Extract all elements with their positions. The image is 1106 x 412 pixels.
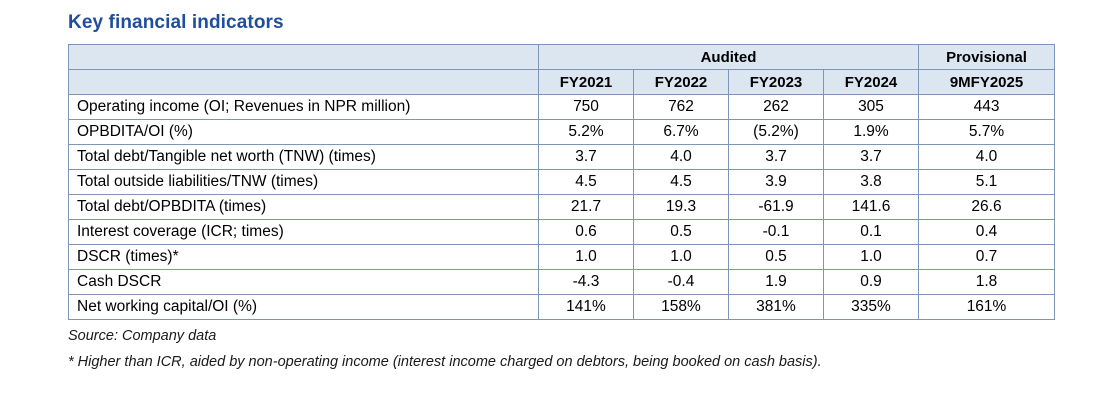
- group-header-audited: Audited: [539, 45, 919, 70]
- cell-value: 19.3: [634, 195, 729, 220]
- source-note: Source: Company data: [68, 328, 217, 344]
- cell-value: 5.2%: [539, 120, 634, 145]
- table-row: [69, 220, 1055, 245]
- cell-value: 3.9: [729, 170, 824, 195]
- cell-value: 0.5: [634, 220, 729, 245]
- cell-value: 1.8: [919, 270, 1055, 295]
- cell-value: 6.7%: [634, 120, 729, 145]
- cell-value: 0.7: [919, 245, 1055, 270]
- cell-value: 3.7: [729, 145, 824, 170]
- cell-value: -61.9: [729, 195, 824, 220]
- row-label: DSCR (times)*: [69, 245, 539, 270]
- table-row: [69, 145, 1055, 170]
- cell-value: 4.0: [919, 145, 1055, 170]
- column-header-fy2024: FY2024: [824, 70, 919, 95]
- cell-value: 3.8: [824, 170, 919, 195]
- table-corner-cell-2: [69, 70, 539, 95]
- cell-value: 3.7: [824, 145, 919, 170]
- cell-value: 141%: [539, 295, 634, 320]
- table-row: [69, 170, 1055, 195]
- cell-value: 443: [919, 95, 1055, 120]
- cell-value: 4.0: [634, 145, 729, 170]
- cell-value: -0.1: [729, 220, 824, 245]
- table-column-header-row: [69, 70, 1055, 95]
- table-row: [69, 270, 1055, 295]
- column-header-fy2021: FY2021: [539, 70, 634, 95]
- row-label: Net working capital/OI (%): [69, 295, 539, 320]
- cell-value: 26.6: [919, 195, 1055, 220]
- table-body: [69, 95, 1055, 320]
- cell-value: 4.5: [539, 170, 634, 195]
- cell-value: 0.9: [824, 270, 919, 295]
- cell-value: 1.0: [539, 245, 634, 270]
- footnote: * Higher than ICR, aided by non-operating income (interest income charged on debtors, being booked on cash basis).: [68, 354, 822, 370]
- cell-value: -0.4: [634, 270, 729, 295]
- cell-value: 381%: [729, 295, 824, 320]
- table-group-header-row: [69, 45, 1055, 70]
- column-header-fy2023: FY2023: [729, 70, 824, 95]
- table-corner-cell: [69, 45, 539, 70]
- cell-value: 335%: [824, 295, 919, 320]
- row-label: Total debt/Tangible net worth (TNW) (times): [69, 145, 539, 170]
- table-row: [69, 120, 1055, 145]
- cell-value: 4.5: [634, 170, 729, 195]
- table-row: [69, 195, 1055, 220]
- cell-value: -4.3: [539, 270, 634, 295]
- cell-value: 5.1: [919, 170, 1055, 195]
- cell-value: 750: [539, 95, 634, 120]
- group-header-provisional: Provisional: [919, 45, 1055, 70]
- cell-value: 0.4: [919, 220, 1055, 245]
- cell-value: 262: [729, 95, 824, 120]
- table-header: [69, 45, 1055, 95]
- cell-value: 141.6: [824, 195, 919, 220]
- table-row: [69, 95, 1055, 120]
- cell-value: 5.7%: [919, 120, 1055, 145]
- cell-value: 1.0: [634, 245, 729, 270]
- column-header-9mfy2025: 9MFY2025: [919, 70, 1055, 95]
- cell-value: 0.5: [729, 245, 824, 270]
- cell-value: 0.6: [539, 220, 634, 245]
- row-label: Cash DSCR: [69, 270, 539, 295]
- cell-value: 1.9%: [824, 120, 919, 145]
- key-financial-indicators-table: [68, 44, 1055, 320]
- cell-value: 0.1: [824, 220, 919, 245]
- table-row: [69, 245, 1055, 270]
- page-title: Key financial indicators: [68, 12, 284, 33]
- row-label: Total outside liabilities/TNW (times): [69, 170, 539, 195]
- row-label: Total debt/OPBDITA (times): [69, 195, 539, 220]
- cell-value: 1.0: [824, 245, 919, 270]
- cell-value: 158%: [634, 295, 729, 320]
- row-label: Operating income (OI; Revenues in NPR million): [69, 95, 539, 120]
- table-row: [69, 295, 1055, 320]
- row-label: OPBDITA/OI (%): [69, 120, 539, 145]
- cell-value: 3.7: [539, 145, 634, 170]
- cell-value: (5.2%): [729, 120, 824, 145]
- cell-value: 21.7: [539, 195, 634, 220]
- column-header-fy2022: FY2022: [634, 70, 729, 95]
- cell-value: 161%: [919, 295, 1055, 320]
- cell-value: 305: [824, 95, 919, 120]
- cell-value: 1.9: [729, 270, 824, 295]
- cell-value: 762: [634, 95, 729, 120]
- row-label: Interest coverage (ICR; times): [69, 220, 539, 245]
